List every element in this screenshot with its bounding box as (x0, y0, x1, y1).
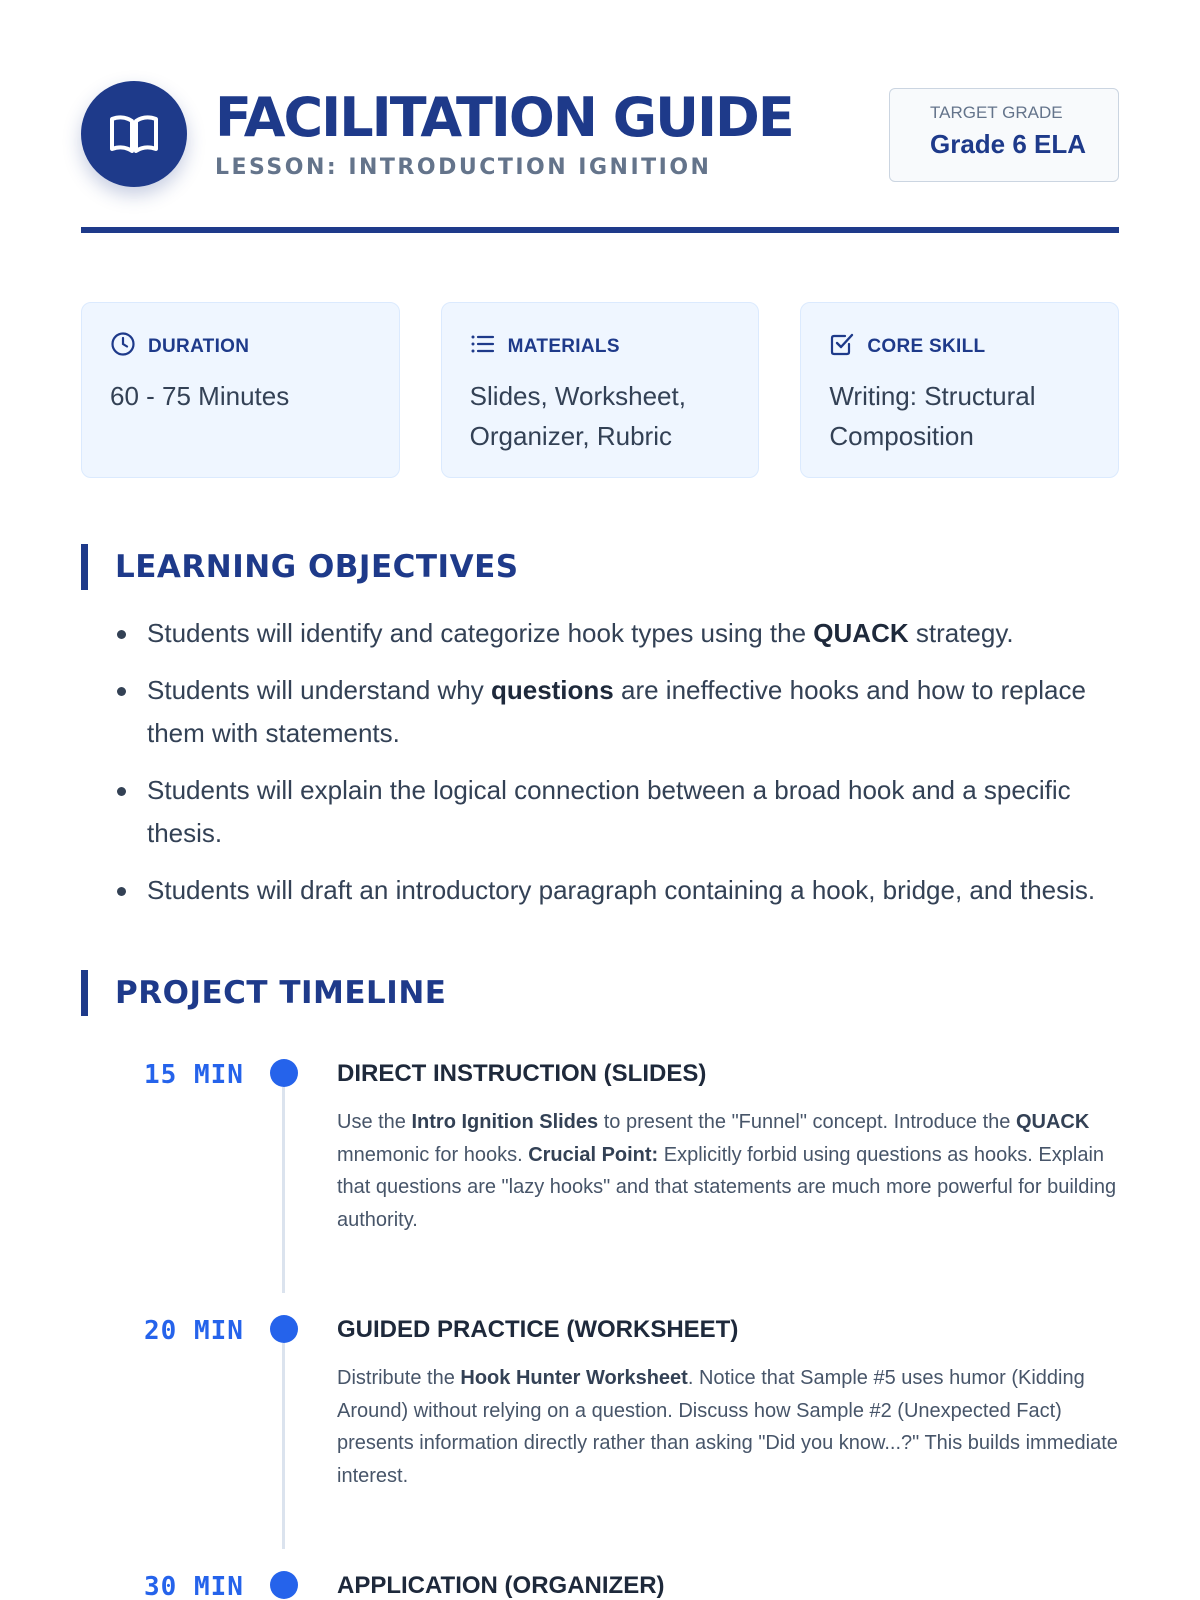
list-item: Students will explain the logical connection between a broad hook and a specific thesis. (113, 769, 1119, 855)
timeline-dot (270, 1059, 298, 1087)
list-item: Students will understand why questions are ineffective hooks and how to replace them with statements. (113, 669, 1119, 755)
timeline-connector (282, 1343, 285, 1549)
materials-value: Slides, Worksheet, Organizer, Rubric (469, 381, 686, 451)
target-grade-label: TARGET GRADE (930, 103, 1063, 122)
timeline-item (81, 1056, 1119, 1312)
timeline-step-title: GUIDED PRACTICE (WORKSHEET) (337, 1316, 739, 1343)
timeline-dot (270, 1571, 298, 1599)
timeline-step-description: Use the Intro Ignition Slides to present the "Funnel" concept. Introduce the QUACK mnemonic for hooks. Crucial Point: Explicitly forbid using questions as hooks. Explain that questions are "lazy hooks" and that statements are much more powerful for building authority. (337, 1111, 1117, 1231)
materials-card (441, 302, 760, 478)
timeline-connector (282, 1087, 285, 1293)
duration-label: DURATION (148, 335, 250, 357)
page-title: FACILITATION GUIDE (215, 86, 793, 149)
list-item: Students will identify and categorize hook types using the QUACK strategy. (113, 612, 1119, 655)
objectives-list (81, 612, 1119, 912)
duration-value: 60 - 75 Minutes (110, 381, 290, 411)
learning-objectives-section (81, 544, 1119, 912)
target-grade-value: Grade 6 ELA (930, 129, 1087, 159)
list-icon (470, 331, 496, 362)
checkbox-icon (829, 331, 855, 362)
header (81, 0, 1119, 233)
lesson-subtitle: LESSON: INTRODUCTION IGNITION (215, 155, 712, 180)
timeline-item (81, 1568, 1119, 1600)
materials-label: MATERIALS (507, 335, 620, 357)
timeline (81, 1056, 1119, 1600)
timeline-duration: 15 MIN (144, 1060, 244, 1090)
core-skill-value: Writing: Structural Composition (829, 381, 1036, 451)
timeline-duration: 20 MIN (144, 1316, 244, 1346)
duration-card (81, 302, 400, 478)
open-book-icon (81, 81, 187, 187)
learning-objectives-heading: LEARNING OBJECTIVES (81, 544, 1119, 590)
timeline-step-title: APPLICATION (ORGANIZER) (337, 1572, 665, 1599)
timeline-step-description: Distribute the Hook Hunter Worksheet. Notice that Sample #5 uses humor (Kidding Around) without relying on a question. Discuss how Sample #2 (Unexpected Fact) presents information directly rather than asking "Did you know...?" This builds immediate interest. (337, 1367, 1118, 1487)
project-timeline-section (81, 970, 1119, 1600)
timeline-dot (270, 1315, 298, 1343)
info-cards (81, 302, 1119, 478)
core-skill-label: CORE SKILL (867, 335, 986, 357)
timeline-duration: 30 MIN (144, 1572, 244, 1600)
timeline-item (81, 1312, 1119, 1568)
project-timeline-heading: PROJECT TIMELINE (81, 970, 1119, 1016)
timeline-step-title: DIRECT INSTRUCTION (SLIDES) (337, 1060, 707, 1087)
header-divider (81, 227, 1119, 233)
clock-icon (110, 331, 136, 362)
list-item: Students will draft an introductory paragraph containing a hook, bridge, and thesis. (113, 869, 1119, 912)
core-skill-card (800, 302, 1119, 478)
target-grade-box (889, 88, 1119, 182)
